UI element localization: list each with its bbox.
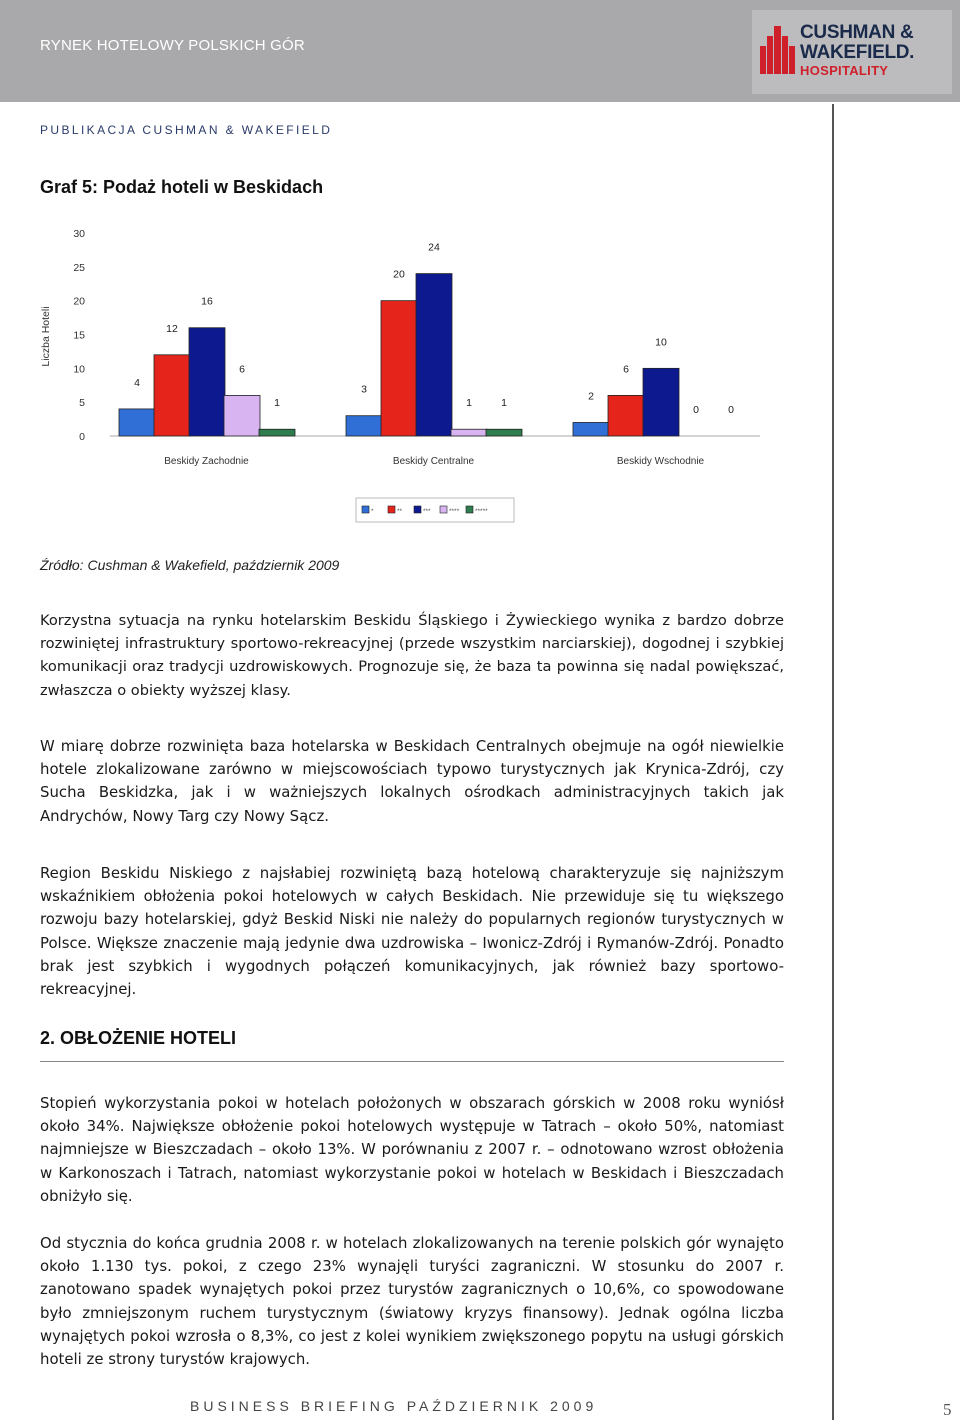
category-label: Beskidy Centralne: [392, 456, 475, 467]
building-logo-icon: [760, 22, 796, 78]
data-label: 1: [274, 397, 280, 410]
publication-label: PUBLIKACJA CUSHMAN & WAKEFIELD: [40, 123, 333, 137]
y-tick-label: 15: [73, 329, 85, 342]
legend-label: ***: [423, 508, 431, 515]
paragraph-3: Region Beskidu Niskiego z najsłabiej rozwiniętą bazą hotelową charakteryzuje się najniższym wskaźnikiem obłożenia pokoi hotelowych w całych Beskidach. Nie przewiduje się tu większego rozwoju bazy hotelarskiej, gdyż Beskid Niski nie należy do popularnych regionów turystycznych w Polsce. Większe znaczenie mają jedynie dwa uzdrowiska – Iwonicz-Zdrój i Rymanów-Zdrój. Ponadto brak jest szybkich i wygodnych połączeń komunikacyjnych, jak również bazy sportowo-rekreacyjnej.: [40, 864, 784, 999]
y-tick-label: 0: [79, 431, 85, 443]
header-bar: [0, 0, 960, 102]
bar-1-0: [346, 416, 382, 436]
data-label: 4: [134, 376, 140, 389]
data-label: 0: [728, 404, 734, 416]
legend-swatch: [362, 506, 369, 513]
y-axis-label: Liczba Hoteli: [40, 306, 52, 367]
legend-swatch: [414, 506, 421, 513]
paragraph-4: Stopień wykorzystania pokoi w hotelach położonych w obszarach górskich w 2008 roku wyniósł około 34%. Największe obłożenie pokoi hotelowych występuje w Tatrach – około 50%, natomiast najmniejsze w Bieszczadach – około 13%. W porównaniu z 2007 r. – odnotowano wzrost obłożenia w Karkonoszach i Tatrach, natomiast wykorzystanie pokoi w hotelach w Beskidach i Bieszczadach obniżyło się.: [40, 1094, 784, 1205]
source-note: Źródło: Cushman & Wakefield, październik 2009: [40, 557, 340, 573]
logo-text-hospitality: HOSPITALITY: [800, 63, 889, 78]
page-number: 5: [943, 1400, 952, 1419]
margin-rule: [832, 104, 834, 1420]
header-title: RYNEK HOTELOWY POLSKICH GÓR: [40, 37, 305, 54]
paragraph-1: Korzystna sytuacja na rynku hotelarskim Beskidu Śląskiego i Żywieckiego wynika z bardzo dobrze rozwiniętej infrastruktury sportowo-rekreacyjnej (przede wszystkim narciarskiej), dogodnej i szybkiej komunikacji oraz tradycji uzdrowiskowych. Prognozuje się, że baza ta powinna się nadal powiększać, zwłaszcza o obiekty wyższej klasy.: [40, 612, 784, 699]
data-label: 0: [693, 404, 699, 416]
bar-0-4: [259, 429, 295, 436]
data-label: 1: [466, 397, 472, 410]
bar-2-2: [643, 368, 679, 436]
legend-label: ****: [449, 508, 460, 515]
bar-0-3: [224, 395, 260, 436]
data-label: 3: [361, 383, 367, 396]
logo-text-line2: WAKEFIELD.: [800, 42, 915, 63]
data-label: 6: [623, 363, 629, 376]
legend-swatch: [466, 506, 473, 513]
logo-text-line1: CUSHMAN &: [800, 22, 914, 43]
data-label: 12: [166, 322, 178, 335]
footer-text: BUSINESS BRIEFING PAŹDZIERNIK 2009: [190, 1398, 598, 1414]
bar-2-0: [573, 422, 609, 436]
data-label: 20: [393, 268, 405, 281]
bar-1-4: [486, 429, 522, 436]
paragraph-2: W miarę dobrze rozwinięta baza hotelarska w Beskidach Centralnych obejmuje na ogół niewielkie hotele zlokalizowane zarówno w miejscowościach typowo turystycznych jak Krynica-Zdrój, czy Sucha Beskidzka, jak i w ważniejszych lokalnych ośrodkach administracyjnych takich jak Andrychów, Nowy Targ czy Nowy Sącz.: [40, 737, 784, 825]
chart-title: Graf 5: Podaż hoteli w Beskidach: [40, 177, 324, 197]
bar-1-3: [451, 429, 487, 436]
legend-swatch: [440, 506, 447, 513]
data-label: 24: [428, 241, 440, 254]
company-logo: [752, 10, 952, 94]
bar-0-2: [189, 328, 225, 436]
y-tick-label: 30: [73, 228, 85, 240]
paragraph-5: Od stycznia do końca grudnia 2008 r. w hotelach zlokalizowanych na terenie polskich gór wynajęto około 1.130 tys. pokoi, z czego 23% wynajęli turyści zagraniczni. W stosunku do 2007 r. zanotowano spadek wynajętych pokoi przez turystów zagranicznych o 10,6%, co spowodowane było zmniejszonym ruchem turystycznym (światowy kryzys finansowy). Jednak ogólna liczba wynajętych pokoi wzrosła o 8,3%, co jest z kolei wynikiem zwiększonego popytu na usługi górskich hoteli ze strony turystów krajowych.: [40, 1234, 784, 1369]
section-heading: 2. OBŁOŻENIE HOTELI: [40, 1028, 237, 1048]
data-label: 2: [588, 390, 594, 403]
bar-0-0: [119, 409, 155, 436]
bar-1-2: [416, 274, 452, 436]
legend-swatch: [388, 506, 395, 513]
legend-label: *: [371, 508, 374, 515]
legend-label: *****: [475, 508, 488, 515]
y-tick-label: 20: [73, 295, 85, 308]
bar-2-1: [608, 395, 644, 436]
data-label: 1: [501, 397, 507, 410]
bar-0-1: [154, 355, 190, 436]
bar-1-1: [381, 301, 417, 436]
legend-label: **: [397, 508, 403, 515]
category-label: Beskidy Zachodnie: [164, 456, 249, 467]
data-label: 6: [239, 363, 245, 376]
legend-box: [356, 498, 514, 522]
y-tick-label: 5: [79, 397, 85, 410]
data-label: 10: [655, 336, 667, 349]
section-divider: [40, 1061, 784, 1062]
y-tick-label: 10: [73, 363, 85, 376]
data-label: 16: [201, 295, 213, 308]
category-label: Beskidy Wschodnie: [616, 456, 705, 467]
y-tick-label: 25: [73, 261, 85, 274]
hotel-supply-chart: [30, 220, 770, 530]
